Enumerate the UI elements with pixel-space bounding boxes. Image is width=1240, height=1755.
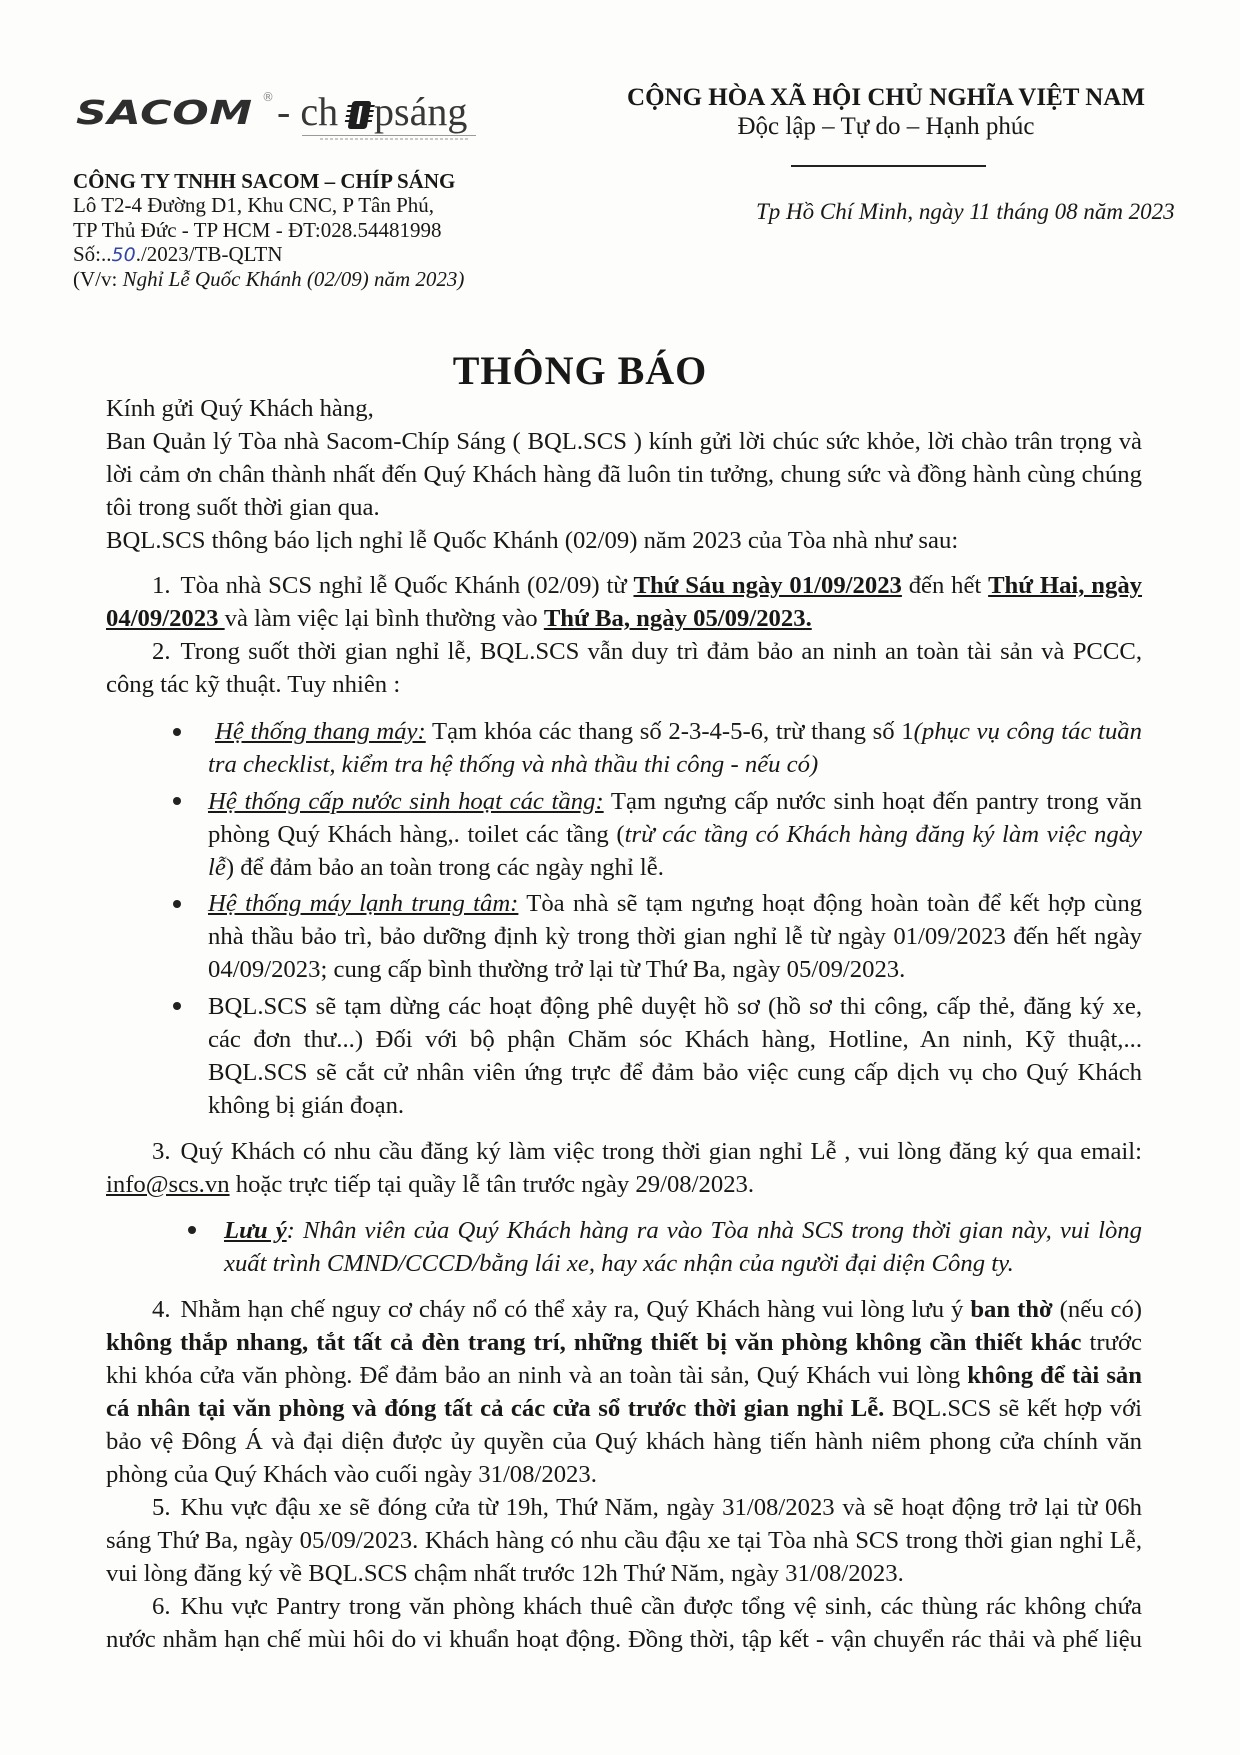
notice-body	[106, 392, 1142, 1656]
item-text: hoặc trực tiếp tại quầy lễ tân trước ngày 29/08/2023.	[229, 1170, 755, 1198]
list-item-water	[106, 785, 1142, 884]
bullet-label: Hệ thống thang máy:	[215, 718, 426, 745]
bullet-icon	[173, 797, 181, 805]
document-subject	[73, 267, 464, 291]
item-2	[106, 635, 1142, 701]
subject-prefix: (V/v:	[73, 267, 123, 292]
handwritten-number: 50	[111, 243, 136, 266]
bullet-label: Hệ thống máy lạnh trung tâm:	[208, 890, 519, 917]
bullet-icon	[188, 1226, 196, 1234]
note-label: Lưu ý	[224, 1216, 287, 1244]
emphasis-text: không thắp nhang, tắt tất cả đèn trang trí, những thiết bị văn phòng không cần thiết khác	[106, 1328, 1082, 1356]
subject-text: Nghỉ Lễ Quốc Khánh (02/09) năm 2023)	[122, 267, 465, 292]
list-item-approvals	[106, 990, 1142, 1122]
national-header	[606, 83, 1166, 141]
item-text: Trong suốt thời gian nghỉ lễ, BQL.SCS vẫn duy trì đảm bảo an ninh an toàn tài sản và PCCC, công tác kỹ thuật. Tuy nhiên :	[106, 638, 1142, 698]
bullet-label: Hệ thống cấp nước sinh hoạt các tầng:	[208, 787, 604, 815]
item-text: Tòa nhà SCS nghỉ lễ Quốc Khánh (02/09) từ	[180, 572, 634, 599]
item-5	[106, 1491, 1142, 1590]
salutation: Kính gửi Quý Khách hàng,	[106, 395, 374, 422]
bullet-icon	[173, 1002, 181, 1010]
motto-underline	[791, 165, 986, 167]
item-1	[106, 569, 1142, 635]
bullet-text: Tạm khóa các thang số 2-3-4-5-6, trừ thang số 1	[425, 718, 914, 745]
document-number	[73, 242, 464, 267]
item-text: (nếu có)	[1052, 1295, 1143, 1323]
national-title: CỘNG HÒA XÃ HỘI CHỦ NGHĨA VIỆT NAM	[627, 84, 1145, 111]
item-text: BQL.SCS sẽ kết hợp với bảo vệ Đông Á và đại diện được ủy quyền của Quý khách hàng tiến hành niêm phong cửa chính văn phòng của Quý Khách vào cuối ngày 31/08/2023.	[106, 1394, 1142, 1488]
logo-text-prefix: - ch	[277, 89, 339, 134]
item-text: Khu vực Pantry trong văn phòng khách thuê cần được tổng vệ sinh, các thùng rác không chứa nước nhằm hạn chế mùi hôi do vi khuẩn hoạt động. Đồng thời, tập kết - vận chuyển rác thải và phế liệu	[106, 1592, 1142, 1653]
service-notice-list	[106, 715, 1142, 1122]
emphasis-text: ban thờ	[970, 1295, 1053, 1323]
item-6	[106, 1590, 1142, 1656]
company-info	[73, 169, 464, 291]
bullet-note: (phục vụ công tác tuần tra checklist, kiểm tra hệ thống và nhà thầu thi công - nếu có)	[208, 718, 1142, 778]
bullet-icon	[173, 900, 181, 908]
document-number-prefix: Số:..	[73, 241, 112, 266]
note-text: : Nhân viên của Quý Khách hàng ra vào Tòa nhà SCS trong thời gian này, vui lòng xuất trình CMND/CCCD/bằng lái xe, hay xác nhận của người đại diện Công ty.	[224, 1216, 1142, 1277]
item-number: 4.	[152, 1295, 171, 1323]
note-item	[106, 1214, 1142, 1280]
company-address-line2: TP Thủ Đức - TP HCM - ĐT:028.54481998	[73, 217, 442, 242]
item-text: Nhằm hạn chế nguy cơ cháy nổ có thể xảy ra, Quý Khách hàng vui lòng lưu ý	[180, 1295, 971, 1323]
item-3	[106, 1135, 1142, 1201]
document-date: Tp Hồ Chí Minh, ngày 11 tháng 08 năm 2023	[756, 199, 1175, 224]
list-item-elevator	[106, 715, 1142, 781]
document-number-suffix: ./2023/TB-QLTN	[135, 241, 283, 266]
holiday-start-date: Thứ Sáu ngày 01/09/2023	[633, 572, 902, 599]
note-list	[106, 1214, 1142, 1280]
item-4	[106, 1293, 1142, 1491]
company-address-line1: Lô T2-4 Đường D1, Khu CNC, P Tân Phú,	[73, 193, 435, 218]
bullet-text: BQL.SCS sẽ tạm dừng các hoạt động phê duyệt hồ sơ (hồ sơ thi công, cấp thẻ, đăng ký xe, các đơn thư...) Đối với bộ phận Chăm sóc Khách hàng, Hotline, An ninh, Kỹ thuật,... BQL.SCS sẽ cắt cử nhân viên ứng trực để đảm bảo việc cung cấp dịch vụ cho Quý Khách không bị gián đoạn.	[208, 992, 1142, 1119]
company-logo	[76, 88, 476, 144]
bullet-icon	[173, 728, 181, 736]
bullet-note: trừ các tầng có Khách hàng đăng ký làm việc ngày lễ	[208, 820, 1142, 881]
item-number: 2.	[152, 638, 171, 665]
page-title: THÔNG BÁO	[452, 348, 708, 393]
bullet-text: Tạm ngưng cấp nước sinh hoạt đến pantry trong văn phòng Quý Khách hàng,. toilet các tầng (	[208, 787, 1142, 848]
list-item-air-conditioning	[106, 887, 1142, 986]
item-text: đến hết	[901, 572, 989, 599]
item-text: trước khi khóa cửa văn phòng. Để đảm bảo an ninh và an toàn tài sản, Quý Khách vui lòng	[106, 1328, 1142, 1389]
bullet-text: ) để đảm bảo an toàn trong các ngày nghỉ lễ.	[225, 853, 664, 881]
logo-text-suffix: psáng	[374, 89, 468, 134]
intro-paragraph: Ban Quản lý Tòa nhà Sacom-Chíp Sáng ( BQL.SCS ) kính gửi lời chúc sức khỏe, lời chào trân trọng và lời cảm ơn chân thành nhất đến Quý Khách hàng đã luôn tin tưởng, chung sức và đồng hành cùng chúng tôi trong suốt thời gian qua.	[106, 428, 1142, 521]
bullet-text: Tòa nhà sẽ tạm ngưng hoạt động hoàn toàn để kết hợp cùng nhà thầu bảo trì, bảo dưỡng định kỳ trong thời gian nghỉ lễ từ ngày 01/09/2023 đến hết ngày 04/09/2023; cung cấp bình thường trở lại từ Thứ Ba, ngày 05/09/2023.	[208, 890, 1143, 983]
item-text: Quý Khách có nhu cầu đăng ký làm việc trong thời gian nghỉ Lễ , vui lòng đăng ký qua email:	[180, 1137, 1142, 1165]
national-motto: Độc lập – Tự do – Hạnh phúc	[737, 113, 1035, 140]
company-name: CÔNG TY TNHH SACOM – CHÍP SÁNG	[73, 169, 456, 193]
logo-underline	[302, 135, 476, 136]
registered-mark: ®	[262, 90, 274, 104]
item-number: 6.	[152, 1592, 171, 1620]
item-text: và làm việc lại bình thường vào	[224, 605, 544, 632]
work-resume-date: Thứ Ba, ngày 05/09/2023.	[543, 605, 812, 632]
email-link[interactable]: info@scs.vn	[106, 1170, 230, 1198]
logo-brand: SACOM	[76, 93, 253, 132]
schedule-intro: BQL.SCS thông báo lịch nghỉ lễ Quốc Khánh (02/09) năm 2023 của Tòa nhà như sau:	[106, 527, 959, 554]
emphasis-text: không để tài sản cá nhân tại văn phòng và đóng tất cả các cửa sổ trước thời gian nghỉ Lễ.	[106, 1361, 1142, 1422]
item-number: 1.	[152, 572, 171, 599]
chip-icon	[348, 101, 372, 129]
item-number: 5.	[152, 1493, 171, 1521]
item-text: Khu vực đậu xe sẽ đóng cửa từ 19h, Thứ Năm, ngày 31/08/2023 và sẽ hoạt động trở lại từ 06h sáng Thứ Ba, ngày 05/09/2023. Khách hàng có nhu cầu đậu xe tại Tòa nhà SCS trong thời gian nghỉ Lễ, vui lòng đăng ký về BQL.SCS chậm nhất trước 12h Thứ Năm, ngày 31/08/2023.	[106, 1493, 1142, 1587]
logo-tagline-line	[320, 138, 470, 140]
holiday-end-date: Thứ Hai, ngày 04/09/2023	[106, 572, 1143, 632]
item-number: 3.	[152, 1137, 171, 1165]
